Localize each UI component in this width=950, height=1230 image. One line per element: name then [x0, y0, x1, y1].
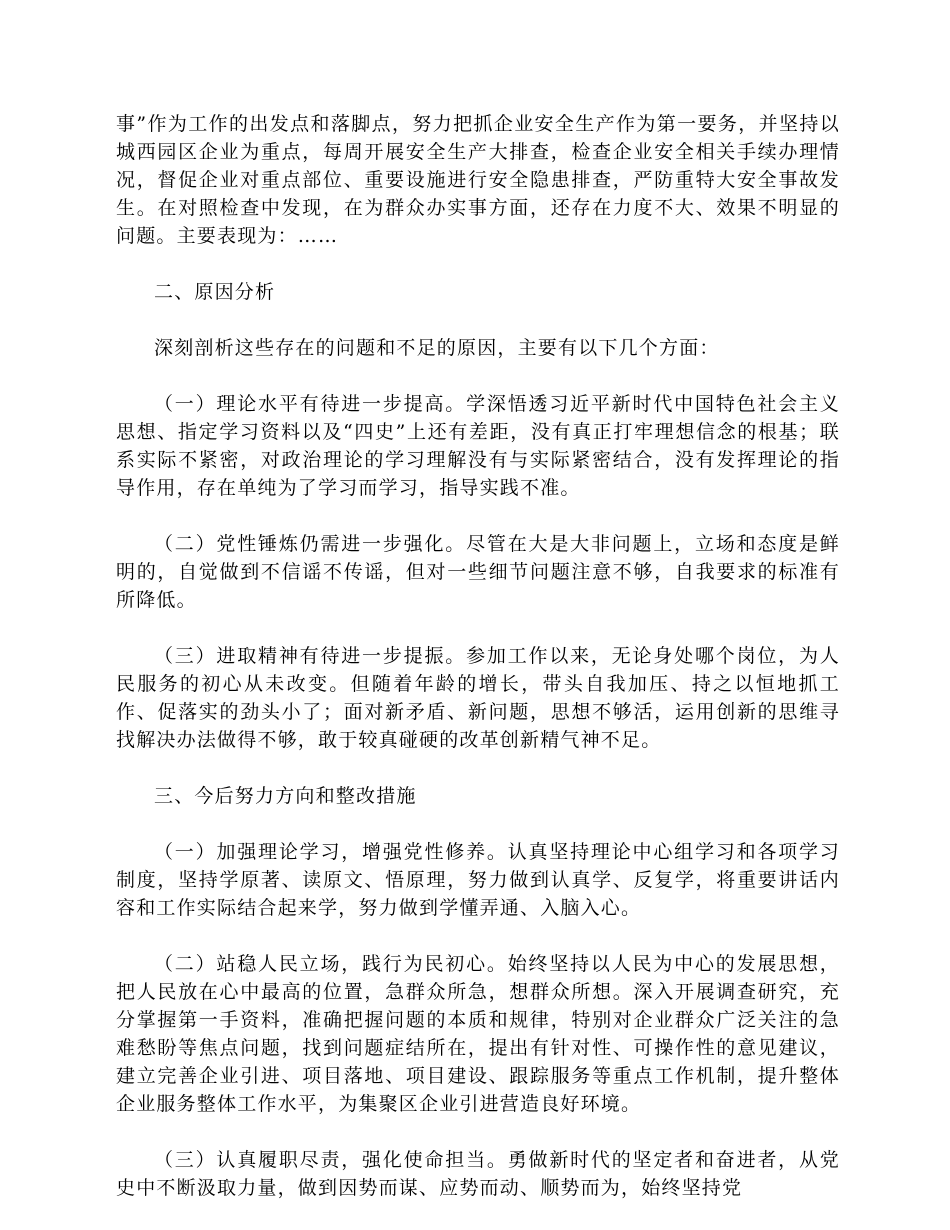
document-body [116, 110, 840, 1230]
paragraph-cause-3: （三）进取精神有待进一步提振。参加工作以来，无论身处哪个岗位，为人民服务的初心从未改变。但随着年龄的增长，带头自我加压、持之以恒地抓工作、促落实的劲头小了；面对新矛盾、新问题，思想不够活，运用创新的思维寻找解决办法做得不够，敢于较真碰硬的改革创新精气神不足。 [116, 645, 840, 751]
paragraph-measure-3: （三）认真履职尽责，强化使命担当。勇做新时代的坚定者和奋进者，从党史中不断汲取力量，做到因势而谋、应势而动、顺势而为，始终坚持党 [116, 1149, 840, 1199]
section-heading-cause-analysis: 二、原因分析 [154, 281, 276, 303]
paragraph-intro: 深刻剖析这些存在的问题和不足的原因，主要有以下几个方面： [154, 337, 720, 359]
paragraph-continuation: 事”作为工作的出发点和落脚点，努力把抓企业安全生产作为第一要务，并坚持以城西园区企业为重点，每周开展安全生产大排查，检查企业安全相关手续办理情况，督促企业对重点部位、重要设施进行安全隐患排查，严防重特大安全事故发生。在对照检查中发现，在为群众办实事方面，还存在力度不大、效果不明显的问题。主要表现为：…… [116, 113, 840, 247]
paragraph-cause-2: （二）党性锤炼仍需进一步强化。尽管在大是大非问题上，立场和态度是鲜明的，自觉做到不信谣不传谣，但对一些细节问题注意不够，自我要求的标准有所降低。 [116, 533, 840, 611]
section-heading-measures: 三、今后努力方向和整改措施 [154, 785, 417, 807]
paragraph-cause-1: （一）理论水平有待进一步提高。学深悟透习近平新时代中国特色社会主义思想、指定学习资料以及“四史”上还有差距，没有真正打牢理想信念的根基；联系实际不紧密，对政治理论的学习理解没有与实际紧密结合，没有发挥理论的指导作用，存在单纯为了学习而学习，指导实践不准。 [116, 393, 840, 499]
paragraph-measure-2: （二）站稳人民立场，践行为民初心。始终坚持以人民为中心的发展思想，把人民放在心中最高的位置，急群众所急，想群众所想。深入开展调查研究，充分掌握第一手资料，准确把握问题的本质和规律，特别对企业群众广泛关注的急难愁盼等焦点问题，找到问题症结所在，提出有针对性、可操作性的意见建议，建立完善企业引进、项目落地、项目建设、跟踪服务等重点工作机制，提升整体企业服务整体工作水平，为集聚区企业引进营造良好环境。 [116, 953, 840, 1115]
paragraph-measure-1: （一）加强理论学习，增强党性修养。认真坚持理论中心组学习和各项学习制度，坚持学原著、读原文、悟原理，努力做到认真学、反复学，将重要讲话内容和工作实际结合起来学，努力做到学懂弄通、入脑入心。 [116, 841, 840, 919]
